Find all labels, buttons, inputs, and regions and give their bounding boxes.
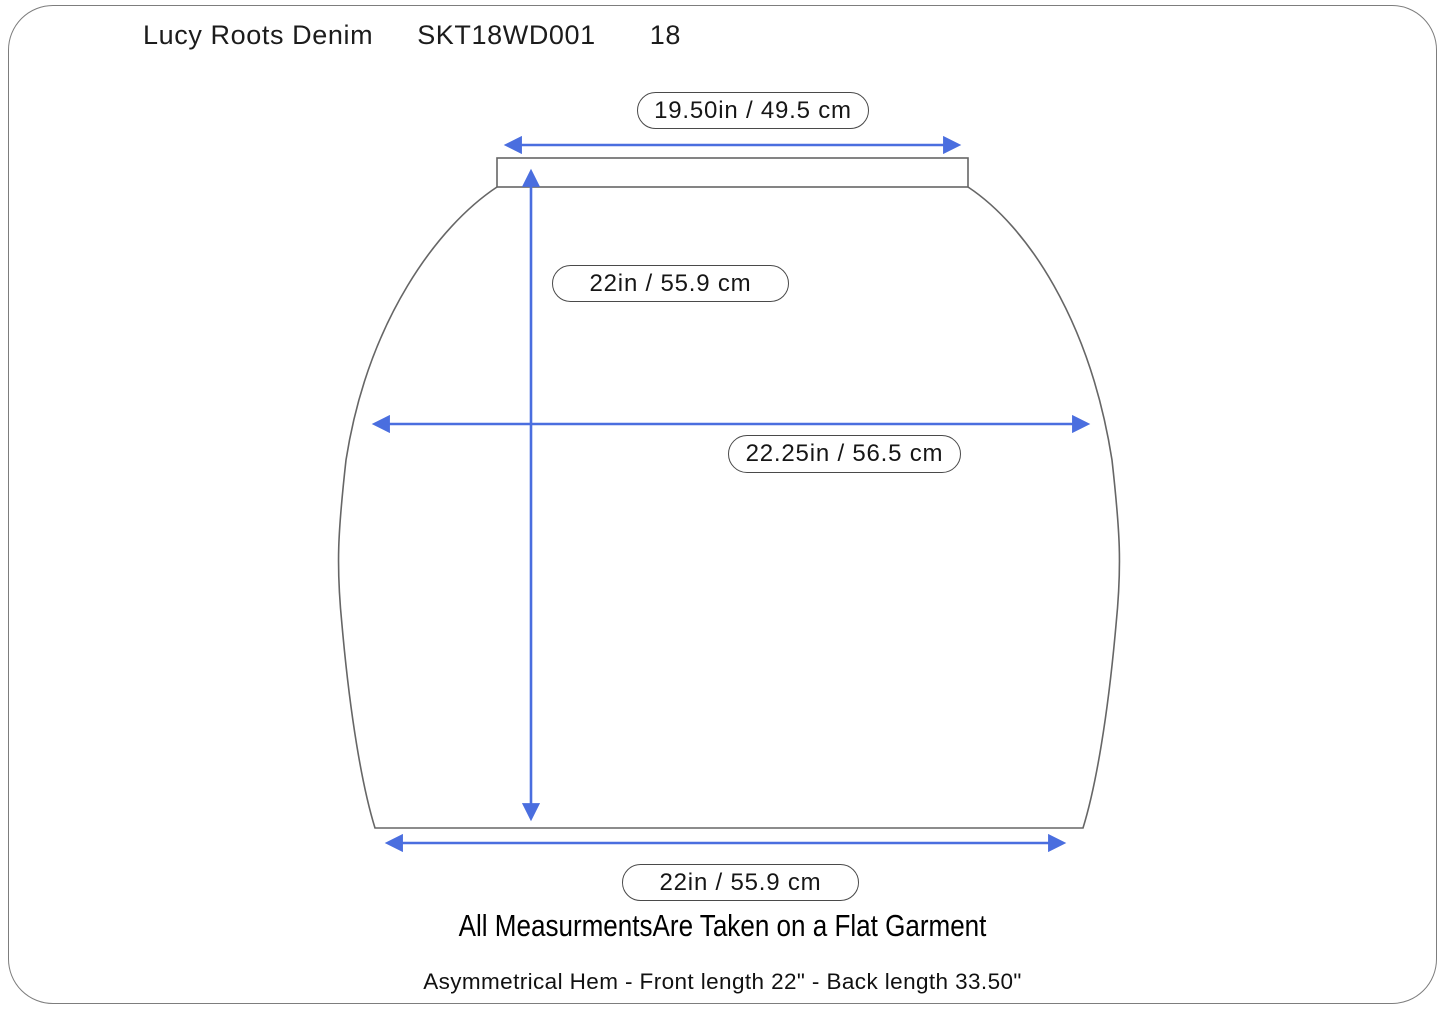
flat-garment-note: All MeasurmentsAre Taken on a Flat Garment [458,908,987,943]
hem-width-value: 22in / 55.9 cm [659,868,822,896]
waistband-outline [497,158,968,187]
asymmetrical-hem-note: Asymmetrical Hem - Front length 22" - Back length 33.50" [423,969,1022,994]
front-length-value: 22in / 55.9 cm [589,269,752,297]
front-length-label [552,265,789,302]
hip-width-value: 22.25in / 56.5 cm [745,440,944,467]
waist-width-value: 19.50in / 49.5 cm [654,96,852,124]
size-label: 18 [649,20,682,50]
hip-width-label [728,435,961,473]
style-code: SKT18WD001 [417,20,596,50]
waist-width-label [637,92,869,129]
product-name: Lucy Roots Denim [143,20,374,50]
hem-width-label [622,864,859,901]
